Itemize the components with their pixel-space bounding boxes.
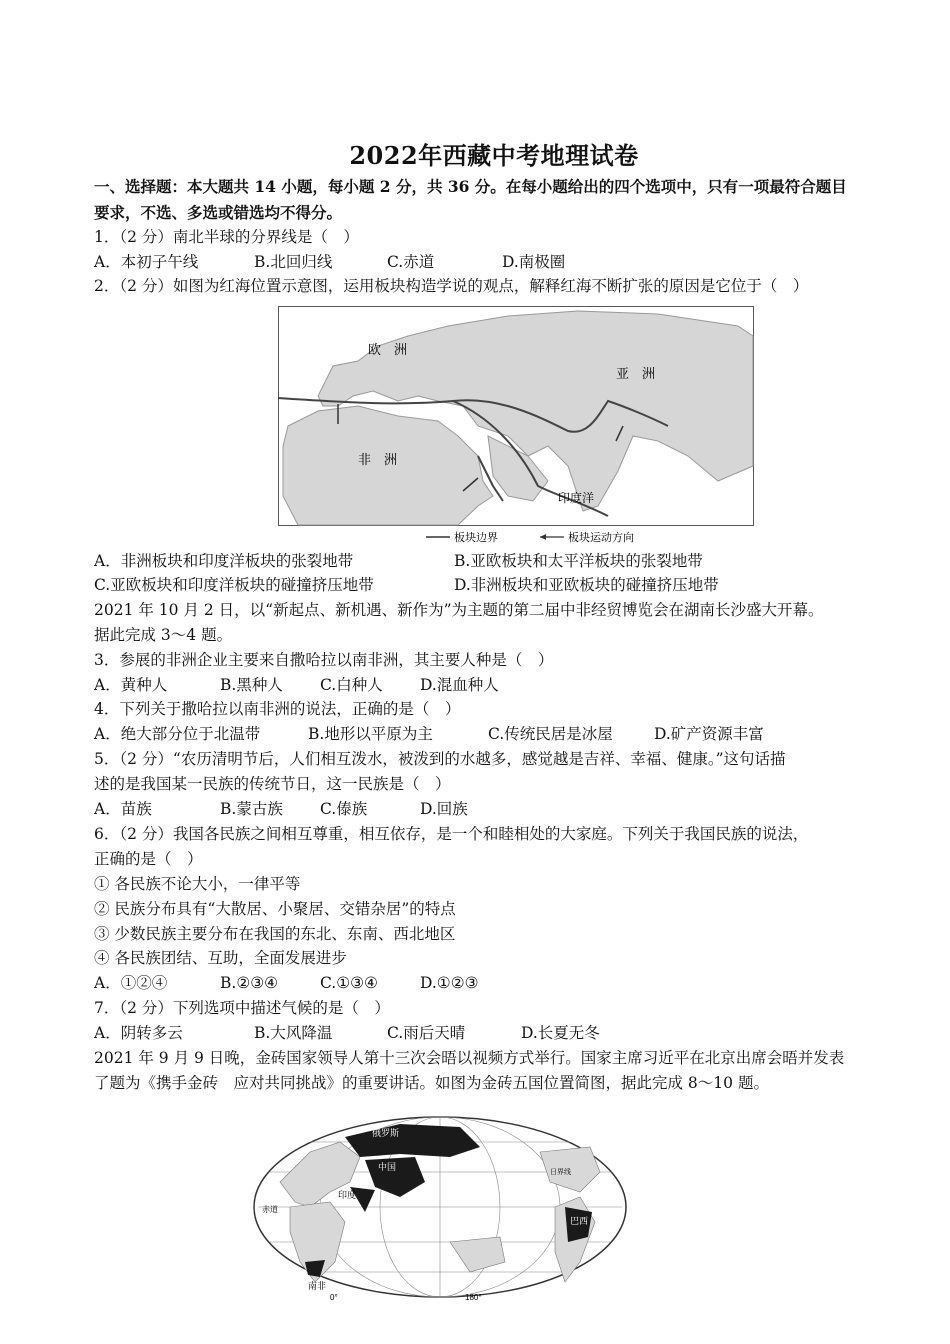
q3-stem: 3．参展的非洲企业主要来自撒哈拉以南非洲，其主要人种是（ ） [94,651,554,669]
exam-title: 2022年西藏中考地理试卷 [349,141,639,170]
label-europe: 欧 洲 [368,342,408,357]
q5-option-c: C.傣族 [320,800,368,818]
label-lon-180: 180° [465,1293,482,1302]
q7-option-c: C.雨后天晴 [387,1024,466,1042]
label-lon-0: 0° [330,1293,338,1302]
q4-option-d: D.矿产资源丰富 [654,725,764,743]
q1-option-c: C.赤道 [387,253,435,271]
label-south-africa: 南非 [308,1281,327,1291]
red-sea-map [278,306,754,546]
q2-option-a: A．非洲板块和印度洋板块的张裂地带 [94,552,354,570]
q6-option-d: D.①②③ [420,974,479,992]
label-china: 中国 [378,1162,397,1172]
label-date-line: 日界线 [550,1169,571,1176]
q3-option-d: D.混血种人 [420,676,499,694]
q1-option-d: D.南极圈 [502,253,566,271]
q3-option-c: C.白种人 [320,676,383,694]
q7-option-d: D.长夏无冬 [521,1024,600,1042]
q4-option-b: B.地形以平原为主 [308,725,433,743]
label-indian-ocean: 印度洋 [558,491,595,505]
passage2-line2: 了题为《携手金砖 应对共同挑战》的重要讲话。如图为金砖五国位置简图，据此完成 8～10 题。 [94,1074,769,1092]
label-africa: 非 洲 [358,452,398,467]
passage1-line1: 2021 年 10 月 2 日，以“新起点、新机遇、新作为”为主题的第二届中非经贸博览会在湖南长沙盛大开幕。 [94,601,824,619]
q2-stem: 2．（2 分）如图为红海位置示意图，运用板块构造学说的观点，解释红海不断扩张的原因是它位于（ ） [94,277,809,295]
q6-option-b: B.②③④ [220,974,279,992]
q6-item-1: ① 各民族不论大小，一律平等 [94,875,301,893]
label-equator: 赤道 [262,1205,278,1214]
q5-option-b: B.蒙古族 [220,800,283,818]
label-asia: 亚 洲 [616,366,656,381]
q6-option-c: C.①③④ [320,974,378,992]
q6-item-2: ② 民族分布具有“大散居、小聚居、交错杂居”的特点 [94,900,456,918]
label-brazil: 巴西 [570,1216,589,1226]
legend-boundary-label: 板块边界 [454,532,498,544]
q4-option-a: A．绝大部分位于北温带 [94,725,261,743]
q3-option-b: B.黑种人 [220,676,283,694]
q5-option-d: D.回族 [420,800,468,818]
q7-option-a: A．阴转多云 [94,1024,183,1042]
legend-arrow-head [540,534,546,540]
q5-option-a: A．苗族 [94,800,152,818]
q1-stem: 1．（2 分）南北半球的分界线是（ ） [94,228,359,246]
q6-item-3: ③ 少数民族主要分布在我国的东北、东南、西北地区 [94,925,456,943]
q7-stem: 7．（2 分）下列选项中描述气候的是（ ） [94,999,390,1017]
q6-line1: 6．（2 分）我国各民族之间相互尊重，相互依存，是一个和睦相处的大家庭。下列关于我国民族的说法， [94,825,809,843]
q1-option-a: A．本初子午线 [94,253,199,271]
label-india: 印度 [338,1190,357,1200]
red-sea-map-graphic [278,306,754,546]
q2-option-c: C.亚欧板块和印度洋板块的碰撞挤压地带 [94,576,374,594]
section-heading-line1: 一、选择题：本大题共 14 小题，每小题 2 分，共 36 分。在每小题给出的四个选项中，只有一项最符合题目 [94,177,847,196]
passage1-line2: 据此完成 3～4 题。 [94,626,233,644]
q1-option-b: B.北回归线 [254,253,333,271]
label-russia: 俄罗斯 [372,1128,400,1138]
q3-option-a: A．黄种人 [94,676,168,694]
q2-option-d: D.非洲板块和亚欧板块的碰撞挤压地带 [454,576,719,594]
q7-option-b: B.大风降温 [254,1024,333,1042]
q4-option-c: C.传统民居是冰屋 [488,725,613,743]
q6-item-4: ④ 各民族团结、互助，全面发展进步 [94,949,347,967]
passage2-line1: 2021 年 9 月 9 日晚，金砖国家领导人第十三次会晤以视频方式举行。国家主席习近平在北京出席会晤并发表 [94,1049,845,1067]
legend-motion-label: 板块运动方向 [568,532,634,544]
q5-line2: 述的是我国某一民族的传统节日，这一民族是（ ） [94,775,451,793]
brics-world-map [250,1112,630,1302]
q6-line2: 正确的是（ ） [94,850,203,868]
q2-option-b: B.亚欧板块和太平洋板块的张裂地带 [454,552,703,570]
q6-option-a: A．①②④ [94,974,168,992]
q5-line1: 5．（2 分）“农历清明节后，人们相互泼水，被泼到的水越多，感觉越是吉祥、幸福、健康。”这句话描 [94,750,786,768]
section-heading-line2: 要求，不选、多选或错选均不得分。 [94,203,343,222]
brics-map-graphic [250,1112,630,1302]
q4-stem: 4．下列关于撒哈拉以南非洲的说法，正确的是（ ） [94,700,461,718]
